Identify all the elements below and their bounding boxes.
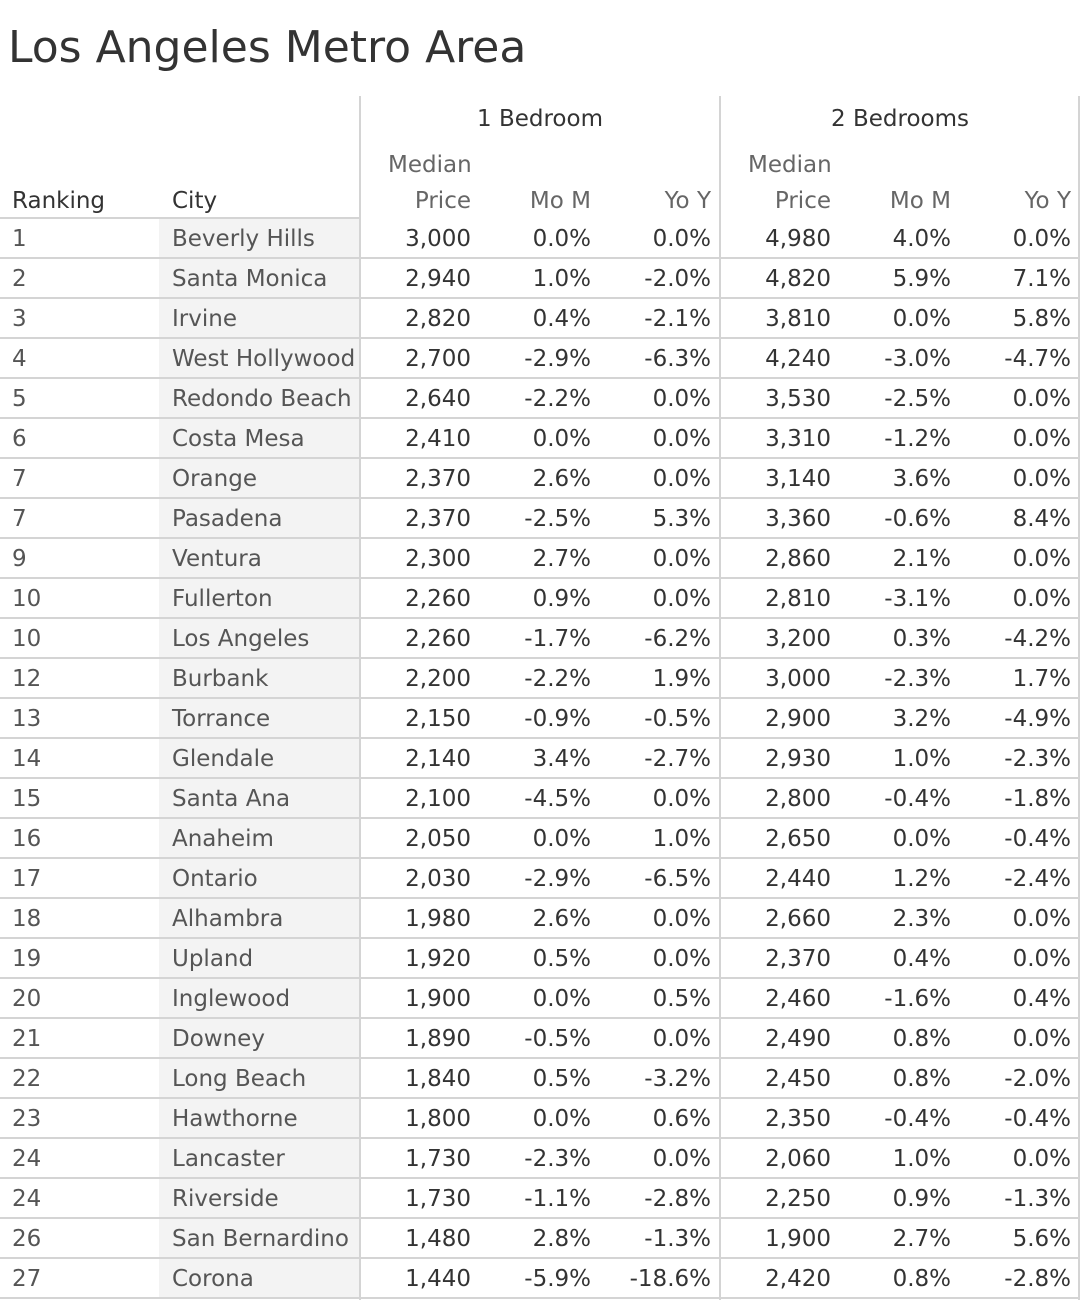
yoy-2br-cell: -2.4% [1004,866,1071,892]
table-row[interactable] [0,939,1080,979]
mom-2br-cell: -1.6% [884,986,951,1012]
ranking-cell: 16 [12,826,42,852]
median-price-1br-cell: 2,100 [405,786,471,812]
table-row[interactable] [0,1019,1080,1059]
yoy-2br-cell: 0.0% [1012,1026,1071,1052]
yoy-2br-cell: 0.0% [1012,426,1071,452]
ranking-cell: 6 [12,426,27,452]
city-cell: Inglewood [172,986,291,1012]
mom-2br-cell: 1.2% [892,866,951,892]
yoy-1br-cell: -2.0% [644,266,711,292]
mom-1br-cell: -2.2% [524,666,591,692]
yoy-2br-cell: -4.2% [1004,626,1071,652]
yoy-1br-cell: -6.3% [644,346,711,372]
median-price-1br-cell: 1,440 [405,1266,471,1292]
column-header-median-price-2br[interactable]: Price [774,188,831,214]
median-price-2br-cell: 4,820 [765,266,831,292]
table-row[interactable] [0,259,1080,299]
mom-1br-cell: 2.8% [532,1226,591,1252]
ranking-cell: 23 [12,1106,42,1132]
mom-2br-cell: -3.1% [884,586,951,612]
mom-1br-cell: -0.5% [524,1026,591,1052]
mom-2br-cell: 0.4% [892,946,951,972]
ranking-cell: 5 [12,386,27,412]
table-row[interactable] [0,859,1080,899]
table-row[interactable] [0,979,1080,1019]
table-row[interactable] [0,1139,1080,1179]
median-price-1br-cell: 1,900 [405,986,471,1012]
group-header-2-bedrooms: 2 Bedrooms [831,106,969,132]
mom-1br-cell: -2.9% [524,346,591,372]
mom-2br-cell: 0.8% [892,1066,951,1092]
mom-2br-cell: 0.9% [892,1186,951,1212]
mom-2br-cell: -2.3% [884,666,951,692]
median-price-2br-cell: 2,930 [765,746,831,772]
yoy-1br-cell: -0.5% [644,706,711,732]
median-price-1br-cell: 2,410 [405,426,471,452]
mom-1br-cell: 0.0% [532,426,591,452]
table-row[interactable] [0,1059,1080,1099]
column-header-yoy-1br[interactable]: Yo Y [664,188,711,214]
city-cell: Pasadena [172,506,283,532]
city-cell: Long Beach [172,1066,307,1092]
median-price-1br-cell: 2,140 [405,746,471,772]
median-price-2br-cell: 3,200 [765,626,831,652]
mom-1br-cell: -2.3% [524,1146,591,1172]
mom-1br-cell: 0.4% [532,306,591,332]
median-price-2br-cell: 2,800 [765,786,831,812]
mom-2br-cell: 2.1% [892,546,951,572]
yoy-1br-cell: 0.0% [652,906,711,932]
yoy-2br-cell: -2.8% [1004,1266,1071,1292]
yoy-1br-cell: 0.0% [652,586,711,612]
ranking-cell: 18 [12,906,42,932]
yoy-1br-cell: -6.2% [644,626,711,652]
mom-2br-cell: 4.0% [892,226,951,252]
mom-2br-cell: 0.0% [892,306,951,332]
mom-1br-cell: 0.0% [532,1106,591,1132]
yoy-1br-cell: 0.0% [652,426,711,452]
mom-1br-cell: -2.9% [524,866,591,892]
mom-2br-cell: -0.6% [884,506,951,532]
mom-1br-cell: 1.0% [532,266,591,292]
table-row[interactable] [0,419,1080,459]
yoy-1br-cell: 0.0% [652,226,711,252]
yoy-1br-cell: 0.0% [652,466,711,492]
column-header-ranking[interactable]: Ranking [12,188,106,214]
ranking-cell: 15 [12,786,42,812]
yoy-2br-cell: 0.4% [1012,986,1071,1012]
yoy-2br-cell: -1.3% [1004,1186,1071,1212]
median-price-2br-cell: 4,240 [765,346,831,372]
yoy-2br-cell: 0.0% [1012,546,1071,572]
mom-1br-cell: 0.5% [532,946,591,972]
median-price-1br-cell: 1,980 [405,906,471,932]
median-price-1br-cell: 1,730 [405,1146,471,1172]
table-row[interactable] [0,459,1080,499]
ranking-cell: 27 [12,1266,42,1292]
mom-1br-cell: -2.2% [524,386,591,412]
column-header-median-top-1br: Median [388,152,472,178]
mom-1br-cell: 0.9% [532,586,591,612]
median-price-2br-cell: 3,810 [765,306,831,332]
ranking-cell: 12 [12,666,42,692]
median-price-1br-cell: 2,370 [405,466,471,492]
city-cell: Redondo Beach [172,386,352,412]
table-row[interactable] [0,659,1080,699]
ranking-cell: 19 [12,946,42,972]
median-price-1br-cell: 2,300 [405,546,471,572]
city-cell: West Hollywood [172,346,356,372]
table-row[interactable] [0,1099,1080,1139]
mom-1br-cell: 3.4% [532,746,591,772]
city-cell: Corona [172,1266,254,1292]
median-price-2br-cell: 1,900 [765,1226,831,1252]
yoy-1br-cell: 0.0% [652,1026,711,1052]
mom-1br-cell: 2.6% [532,906,591,932]
table-row[interactable] [0,819,1080,859]
table-row[interactable] [0,499,1080,539]
yoy-2br-cell: 8.4% [1012,506,1071,532]
median-price-1br-cell: 1,840 [405,1066,471,1092]
city-cell: Burbank [172,666,269,692]
yoy-2br-cell: 1.7% [1012,666,1071,692]
table-row[interactable] [0,779,1080,819]
median-price-2br-cell: 3,360 [765,506,831,532]
median-price-2br-cell: 2,860 [765,546,831,572]
column-header-mom-1br[interactable]: Mo M [529,188,591,214]
ranking-cell: 21 [12,1026,42,1052]
mom-2br-cell: 3.2% [892,706,951,732]
yoy-2br-cell: -2.3% [1004,746,1071,772]
mom-1br-cell: 0.0% [532,826,591,852]
median-price-1br-cell: 1,480 [405,1226,471,1252]
mom-2br-cell: 0.3% [892,626,951,652]
city-cell: Orange [172,466,257,492]
table-row[interactable] [0,619,1080,659]
yoy-1br-cell: -6.5% [644,866,711,892]
mom-2br-cell: -3.0% [884,346,951,372]
yoy-1br-cell: 1.0% [652,826,711,852]
mom-2br-cell: -2.5% [884,386,951,412]
median-price-1br-cell: 2,260 [405,626,471,652]
yoy-2br-cell: -1.8% [1004,786,1071,812]
median-price-2br-cell: 2,460 [765,986,831,1012]
ranking-cell: 1 [12,226,27,252]
median-price-2br-cell: 3,140 [765,466,831,492]
median-price-1br-cell: 2,260 [405,586,471,612]
yoy-2br-cell: 5.6% [1012,1226,1071,1252]
yoy-2br-cell: -0.4% [1004,826,1071,852]
table-row[interactable] [0,339,1080,379]
mom-2br-cell: 3.6% [892,466,951,492]
mom-2br-cell: 1.0% [892,1146,951,1172]
yoy-2br-cell: 0.0% [1012,226,1071,252]
median-price-1br-cell: 2,940 [405,266,471,292]
median-price-2br-cell: 4,980 [765,226,831,252]
median-price-2br-cell: 2,450 [765,1066,831,1092]
table-row[interactable] [0,299,1080,339]
yoy-2br-cell: 7.1% [1012,266,1071,292]
median-price-2br-cell: 2,250 [765,1186,831,1212]
median-price-2br-cell: 2,350 [765,1106,831,1132]
yoy-1br-cell: -2.1% [644,306,711,332]
median-price-2br-cell: 2,420 [765,1266,831,1292]
yoy-2br-cell: -2.0% [1004,1066,1071,1092]
median-price-1br-cell: 2,030 [405,866,471,892]
mom-1br-cell: 0.5% [532,1066,591,1092]
city-cell: Irvine [172,306,237,332]
mom-1br-cell: -5.9% [524,1266,591,1292]
city-cell: Los Angeles [172,626,310,652]
yoy-2br-cell: 0.0% [1012,906,1071,932]
yoy-2br-cell: -4.7% [1004,346,1071,372]
median-price-1br-cell: 1,920 [405,946,471,972]
median-price-1br-cell: 2,640 [405,386,471,412]
ranking-cell: 14 [12,746,42,772]
yoy-1br-cell: 0.0% [652,386,711,412]
yoy-2br-cell: -4.9% [1004,706,1071,732]
mom-1br-cell: -2.5% [524,506,591,532]
column-header-median-price-1br[interactable]: Price [414,188,471,214]
mom-2br-cell: 0.0% [892,826,951,852]
row-divider [0,1297,1080,1299]
ranking-cell: 9 [12,546,27,572]
city-cell: Ventura [172,546,262,572]
table-row[interactable] [0,899,1080,939]
mom-2br-cell: 2.7% [892,1226,951,1252]
mom-1br-cell: -1.1% [524,1186,591,1212]
ranking-cell: 4 [12,346,27,372]
table-row[interactable] [0,379,1080,419]
city-cell: San Bernardino [172,1226,349,1252]
ranking-cell: 24 [12,1146,42,1172]
ranking-cell: 10 [12,626,42,652]
ranking-cell: 7 [12,506,27,532]
mom-1br-cell: -0.9% [524,706,591,732]
divider-right-edge [1078,96,1080,1300]
column-header-mom-2br[interactable]: Mo M [889,188,951,214]
median-price-1br-cell: 1,800 [405,1106,471,1132]
mom-2br-cell: 5.9% [892,266,951,292]
ranking-cell: 13 [12,706,42,732]
median-price-2br-cell: 3,530 [765,386,831,412]
mom-2br-cell: 0.8% [892,1266,951,1292]
city-cell: Anaheim [172,826,274,852]
yoy-2br-cell: 0.0% [1012,946,1071,972]
ranking-cell: 10 [12,586,42,612]
yoy-2br-cell: 5.8% [1012,306,1071,332]
ranking-cell: 17 [12,866,42,892]
yoy-1br-cell: 5.3% [652,506,711,532]
city-cell: Alhambra [172,906,284,932]
city-cell: Beverly Hills [172,226,315,252]
city-cell: Torrance [172,706,271,732]
median-price-1br-cell: 1,730 [405,1186,471,1212]
table-row[interactable] [0,219,1080,259]
ranking-cell: 2 [12,266,27,292]
median-price-2br-cell: 2,060 [765,1146,831,1172]
yoy-1br-cell: -2.7% [644,746,711,772]
mom-1br-cell: 2.6% [532,466,591,492]
yoy-2br-cell: -0.4% [1004,1106,1071,1132]
column-header-yoy-2br[interactable]: Yo Y [1024,188,1071,214]
yoy-1br-cell: 0.6% [652,1106,711,1132]
mom-2br-cell: 0.8% [892,1026,951,1052]
column-header-city[interactable]: City [172,188,218,214]
median-price-1br-cell: 2,370 [405,506,471,532]
median-price-2br-cell: 3,310 [765,426,831,452]
median-price-1br-cell: 2,150 [405,706,471,732]
table-row[interactable] [0,1179,1080,1219]
median-price-1br-cell: 2,200 [405,666,471,692]
city-cell: Glendale [172,746,275,772]
median-price-2br-cell: 2,660 [765,906,831,932]
yoy-2br-cell: 0.0% [1012,466,1071,492]
table-row[interactable] [0,579,1080,619]
median-price-2br-cell: 2,650 [765,826,831,852]
table-row[interactable] [0,1259,1080,1299]
yoy-1br-cell: 0.0% [652,546,711,572]
ranking-cell: 20 [12,986,42,1012]
yoy-1br-cell: -1.3% [644,1226,711,1252]
city-cell: Santa Ana [172,786,291,812]
mom-2br-cell: 1.0% [892,746,951,772]
table-row[interactable] [0,539,1080,579]
table-row[interactable] [0,699,1080,739]
table-row[interactable] [0,1219,1080,1259]
median-price-2br-cell: 2,490 [765,1026,831,1052]
table-row[interactable] [0,739,1080,779]
median-price-2br-cell: 2,440 [765,866,831,892]
divider-1br-2br [719,96,721,1300]
city-cell: Ontario [172,866,258,892]
page-title: Los Angeles Metro Area [8,22,527,73]
yoy-1br-cell: -3.2% [644,1066,711,1092]
median-price-1br-cell: 2,050 [405,826,471,852]
city-cell: Santa Monica [172,266,328,292]
median-price-1br-cell: 1,890 [405,1026,471,1052]
city-cell: Lancaster [172,1146,285,1172]
mom-1br-cell: -4.5% [524,786,591,812]
yoy-1br-cell: 1.9% [652,666,711,692]
mom-1br-cell: -1.7% [524,626,591,652]
ranking-cell: 7 [12,466,27,492]
mom-2br-cell: -1.2% [884,426,951,452]
mom-2br-cell: -0.4% [884,1106,951,1132]
group-header-1-bedroom: 1 Bedroom [477,106,603,132]
yoy-2br-cell: 0.0% [1012,386,1071,412]
median-price-2br-cell: 3,000 [765,666,831,692]
yoy-2br-cell: 0.0% [1012,1146,1071,1172]
ranking-cell: 24 [12,1186,42,1212]
yoy-1br-cell: 0.0% [652,946,711,972]
yoy-1br-cell: 0.5% [652,986,711,1012]
yoy-1br-cell: 0.0% [652,1146,711,1172]
ranking-cell: 3 [12,306,27,332]
median-price-2br-cell: 2,810 [765,586,831,612]
city-cell: Fullerton [172,586,273,612]
median-price-1br-cell: 2,820 [405,306,471,332]
city-cell: Upland [172,946,254,972]
median-price-1br-cell: 2,700 [405,346,471,372]
divider-city-1br [359,96,361,1300]
median-price-2br-cell: 2,900 [765,706,831,732]
ranking-cell: 26 [12,1226,42,1252]
yoy-2br-cell: 0.0% [1012,586,1071,612]
city-cell: Costa Mesa [172,426,305,452]
mom-2br-cell: 2.3% [892,906,951,932]
ranking-cell: 22 [12,1066,42,1092]
yoy-1br-cell: -18.6% [629,1266,711,1292]
mom-1br-cell: 0.0% [532,226,591,252]
yoy-1br-cell: -2.8% [644,1186,711,1212]
median-price-1br-cell: 3,000 [405,226,471,252]
column-header-median-top-2br: Median [748,152,832,178]
city-cell: Hawthorne [172,1106,298,1132]
mom-1br-cell: 0.0% [532,986,591,1012]
city-cell: Riverside [172,1186,279,1212]
yoy-1br-cell: 0.0% [652,786,711,812]
city-cell: Downey [172,1026,265,1052]
mom-2br-cell: -0.4% [884,786,951,812]
mom-1br-cell: 2.7% [532,546,591,572]
median-price-2br-cell: 2,370 [765,946,831,972]
